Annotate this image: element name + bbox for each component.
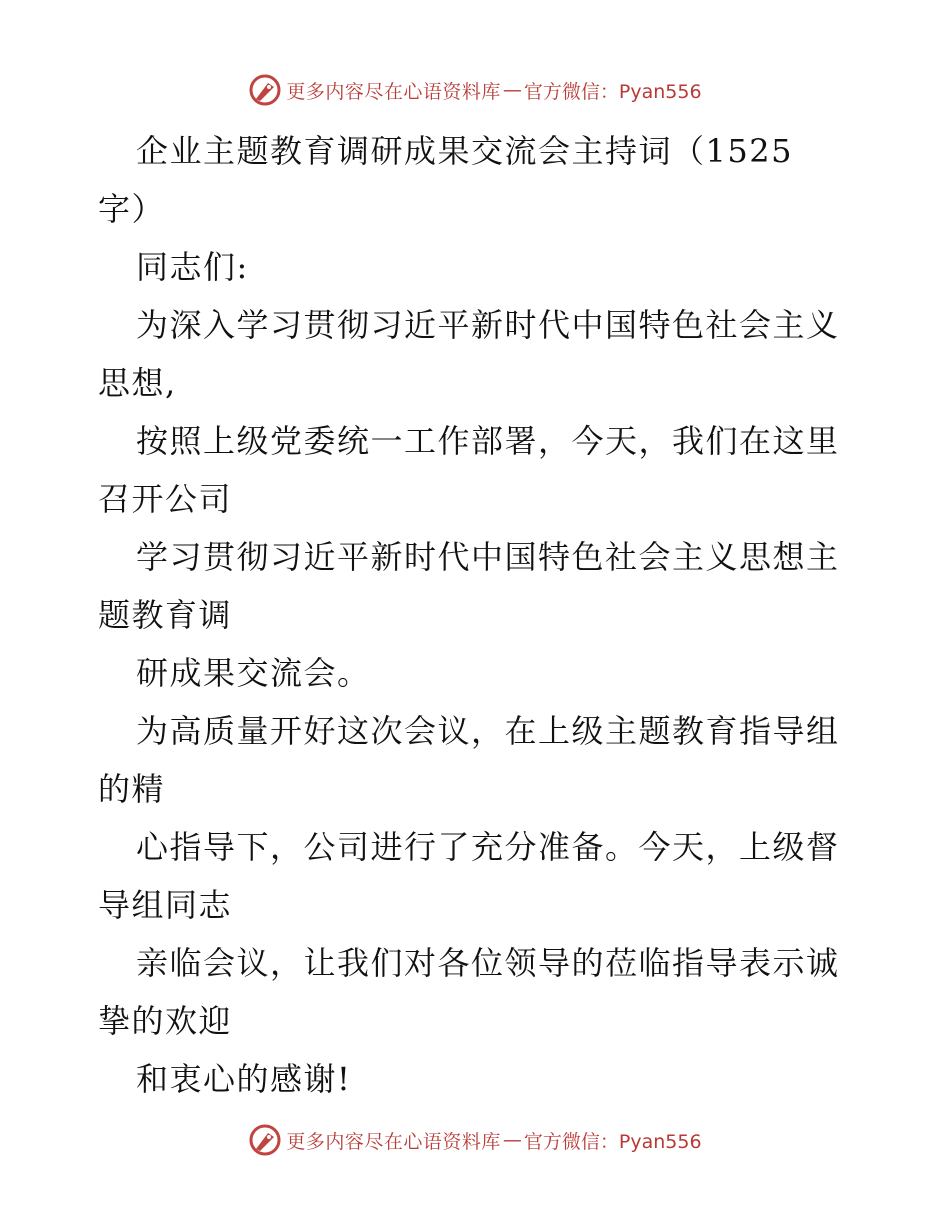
document-body [98,122,858,1108]
pen-nib-logo-icon [248,73,282,107]
paragraph-line: 学习贯彻习近平新时代中国特色社会主义思想主 [136,538,840,576]
paragraph-line: 题教育调 [98,596,233,634]
paragraph-line: 思想, [98,364,177,402]
salutation: 同志们: [136,248,249,286]
paragraph-line: 亲临会议，让我们对各位领导的莅临指导表示诚 [136,944,840,982]
watermark-text: 更多内容尽在心语资料库 [286,1130,501,1153]
document-title-line-2: 字） [98,190,166,228]
paragraph-line: 的精 [98,770,166,808]
header-watermark [0,70,950,110]
paragraph-line: 和衷心的感谢! [136,1060,352,1098]
watermark-separator: — [502,1129,522,1151]
watermark-account: 官方微信：Pyan556 [523,1130,702,1153]
watermark-separator: — [502,79,522,101]
watermark-text: 更多内容尽在心语资料库 [286,80,501,103]
pen-nib-logo-icon [248,1123,282,1157]
document-title-line-1: 企业主题教育调研成果交流会主持词（1525 [136,132,793,170]
paragraph-line: 心指导下，公司进行了充分准备。今天，上级督 [136,828,840,866]
paragraph-line: 按照上级党委统一工作部署，今天，我们在这里 [136,422,840,460]
paragraph-line: 导组同志 [98,886,233,924]
paragraph-line: 召开公司 [98,480,233,518]
paragraph-line: 为高质量开好这次会议，在上级主题教育指导组 [136,712,840,750]
paragraph-line: 为深入学习贯彻习近平新时代中国特色社会主义 [136,306,840,344]
watermark-account: 官方微信：Pyan556 [523,80,702,103]
footer-watermark [0,1120,950,1160]
paragraph-line: 研成果交流会。 [136,654,371,692]
paragraph-line: 挚的欢迎 [98,1002,233,1040]
